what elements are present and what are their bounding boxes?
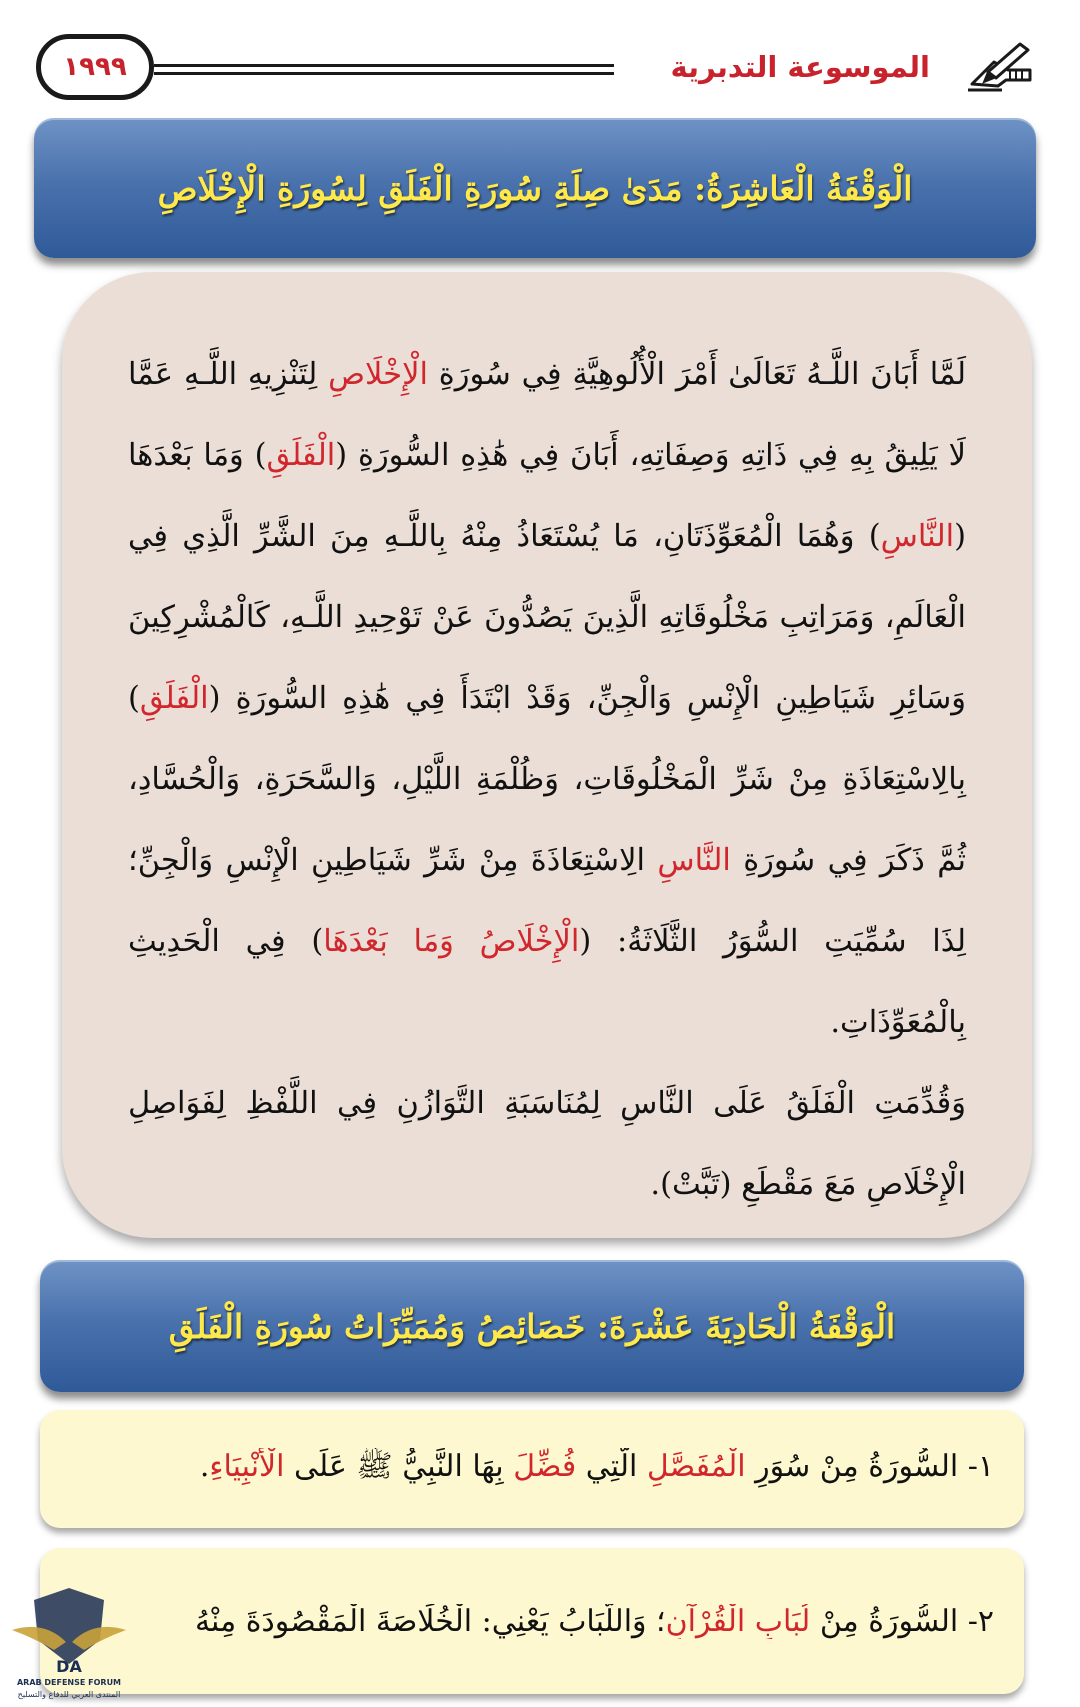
highlighted-term: النَّاسِ bbox=[880, 519, 955, 554]
watermark-letters: DA bbox=[56, 1657, 82, 1676]
text-run: لِتَنْزِيهِ اللَّـهِ عَمَّا لَا يَلِيقُ بِهِ فِي ذَاتِهِ وَصِفَاتِهِ، أَبَانَ فِي هَٰذِهِ السُّورَةِ ( bbox=[128, 357, 966, 473]
point-text bbox=[70, 1448, 994, 1491]
text-run: لَمَّا أَبَانَ اللَّـهُ تَعَالَىٰ أَمْرَ الْأُلُوهِيَّةِ فِي سُورَةِ bbox=[427, 357, 967, 392]
highlighted-term: الْمُفَصَّلِ bbox=[646, 1448, 746, 1484]
watermark-name-en: ARAB DEFENSE FORUM bbox=[16, 1678, 122, 1687]
point-text bbox=[70, 1604, 994, 1639]
text-run: الَّتِي bbox=[576, 1448, 647, 1484]
highlighted-term: الْفَلَقِ bbox=[266, 438, 336, 473]
pen-writing-icon bbox=[958, 40, 1042, 96]
highlighted-term: الْإِخْلَاصِ bbox=[328, 357, 428, 392]
section-heading-banner bbox=[34, 118, 1036, 258]
page-number: ١٩٩٩ bbox=[63, 52, 127, 82]
page-number-oval bbox=[36, 34, 154, 100]
commentary-panel bbox=[62, 272, 1032, 1238]
highlighted-term: الْإِخْلَاصُ وَمَا بَعْدَهَا bbox=[323, 924, 580, 959]
highlighted-term: الْفَلَقِ bbox=[139, 681, 209, 716]
section-heading-banner-2 bbox=[40, 1260, 1024, 1392]
section-heading-2: الْوَقْفَةُ الْحَادِيَةَ عَشْرَةَ: خَصَائِصُ وَمُمَيِّزَاتُ سُورَةِ الْفَلَقِ bbox=[168, 1306, 896, 1346]
text-run: . bbox=[199, 1448, 210, 1484]
text-run: ) فِي الْحَدِيثِ بِالْمُعَوِّذَاتِ. bbox=[128, 924, 966, 1040]
text-run: الِاسْتِعَاذَةَ مِنْ شَرِّ شَيَاطِينِ الْإِنْسِ وَالْجِنِّ؛ لِذَا سُمِّيَتِ السُّوَرُ الثَّلَاثَةُ: ( bbox=[128, 843, 967, 959]
commentary-paragraph-2: وَقُدِّمَتِ الْفَلَقُ عَلَى النَّاسِ لِمُنَاسَبَةِ التَّوَازُنِ فِي اللَّفْظِ لِفَوَاصِلِ الْإِخْلَاصِ مَعَ مَقْطَعِ (تَبَّتْ). bbox=[128, 1086, 966, 1202]
watermark-name-ar: المنتدى العربي للدفاع والتسليح bbox=[17, 1690, 121, 1699]
text-run: ١- السُّورَةُ مِنْ سُوَرِ bbox=[745, 1448, 994, 1484]
highlighted-term: النَّاسِ bbox=[657, 843, 731, 878]
text-run: ) وَمَا بَعْدَهَا ( bbox=[128, 438, 966, 554]
point-card bbox=[40, 1410, 1024, 1528]
text-run: ؛ وَاللُّبَابُ يَعْنِي: الْخُلَاصَةَ الْمَقْصُودَةَ مِنْهُ bbox=[194, 1603, 666, 1639]
section-heading: الْوَقْفَةُ الْعَاشِرَةُ: مَدَىٰ صِلَةِ سُورَةِ الْفَلَقِ لِسُورَةِ الْإِخْلَاصِ bbox=[157, 168, 913, 208]
point-card bbox=[40, 1548, 1024, 1694]
encyclopedia-title: الموسوعة التدبرية bbox=[670, 50, 930, 84]
highlighted-term: فُضِّلَ bbox=[513, 1448, 577, 1484]
text-run: ٢- السُّورَةُ مِنْ bbox=[810, 1603, 994, 1639]
highlighted-term: لُبَابِ الْقُرْآنِ bbox=[665, 1603, 811, 1639]
header-divider bbox=[154, 64, 614, 76]
text-run: ) وَهُمَا الْمُعَوِّذَتَانِ، مَا يُسْتَعَاذُ مِنْهُ بِاللَّـهِ مِنَ الشَّرِّ الَّذِي فِي الْعَالَمِ، وَمَرَاتِبِ مَخْلُوقَاتِهِ الَّذِينَ يَصُدُّونَ عَنْ تَوْحِيدِ اللَّـهِ، كَالْمُشْرِكِينَ وَسَائِرِ شَيَاطِينِ الْإِنْسِ وَالْجِنِّ، وَقَدْ ابْتَدَأَ فِي هَٰذِهِ السُّورَةِ ( bbox=[128, 519, 966, 716]
highlighted-term: الْأَنْبِيَاءِ bbox=[209, 1448, 285, 1484]
commentary-paragraph bbox=[128, 334, 966, 1063]
text-run: بِهَا النَّبِيُّ ﷺ عَلَى bbox=[284, 1448, 514, 1484]
text-run: ) بِالِاسْتِعَاذَةِ مِنْ شَرِّ الْمَخْلُوقَاتِ، وَظُلْمَةِ اللَّيْلِ، وَالسَّحَرَةِ، وَالْحُسَّادِ، ثُمَّ ذَكَرَ فِي سُورَةِ bbox=[128, 681, 966, 878]
